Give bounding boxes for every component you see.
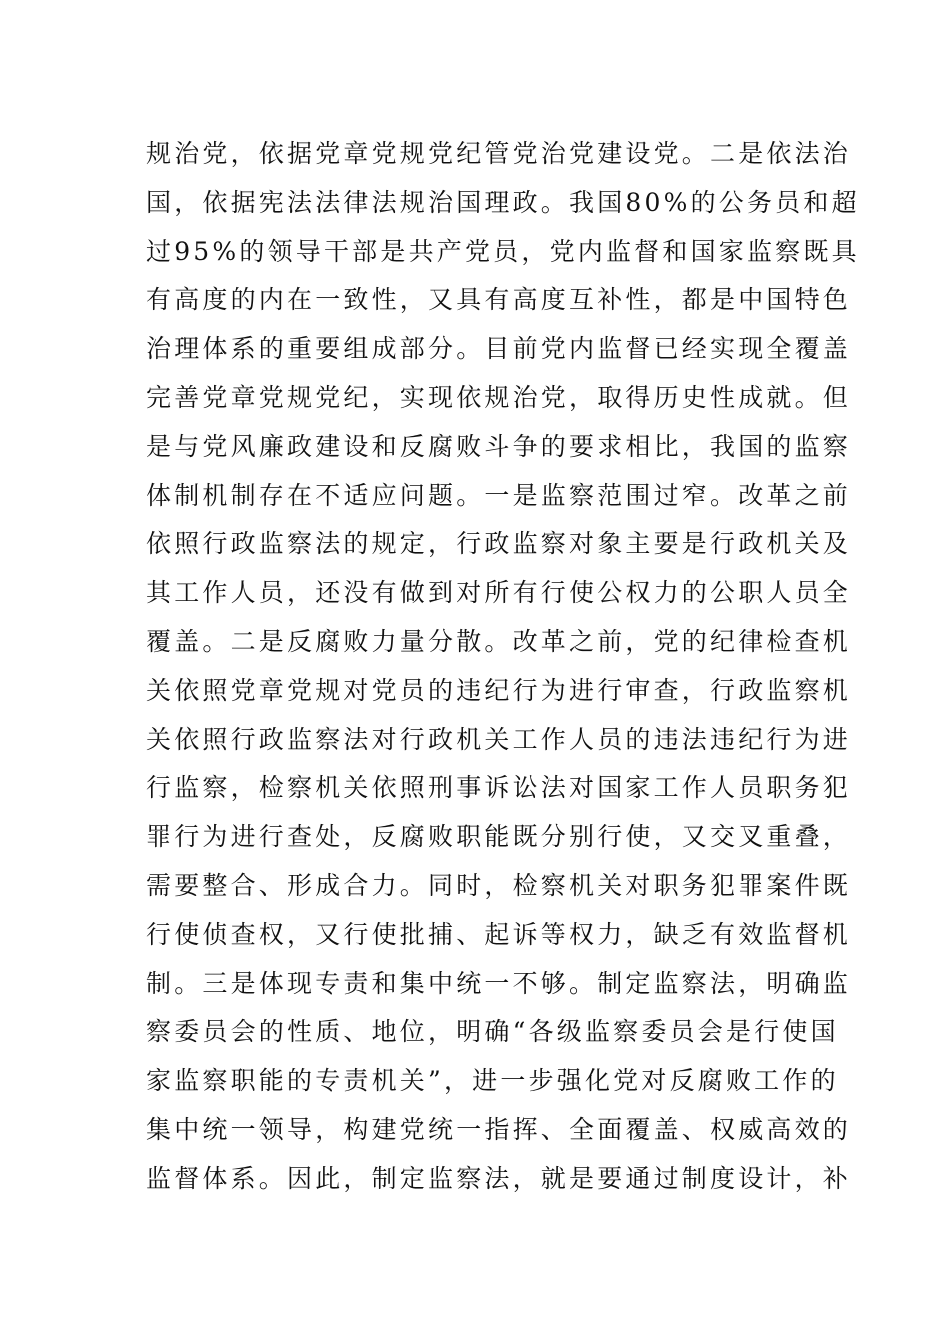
text-line: 监督体系。因此，制定监察法，就是要通过制度设计，补 [146,1163,852,1193]
text-line: 行监察，检察机关依照刑事诉讼法对国家工作人员职务犯 [146,773,852,803]
body-text [146,130,860,1204]
text-line: 家监察职能的专责机关”，进一步强化党对反腐败工作的 [146,1066,839,1096]
text-line: 罪行为进行查处，反腐败职能既分别行使，又交叉重叠， [146,822,852,852]
text-line: 是与党风廉政建设和反腐败斗争的要求相比，我国的监察 [146,431,852,461]
text-line: 制。三是体现专责和集中统一不够。制定监察法，明确监 [146,968,852,998]
text-line: 关依照党章党规对党员的违纪行为进行审查，行政监察机 [146,675,852,705]
text-line: 行使侦查权，又行使批捕、起诉等权力，缺乏有效监督机 [146,919,852,949]
text-line: 国，依据宪法法律法规治国理政。我国80%的公务员和超 [146,187,860,217]
text-line: 规治党，依据党章党规党纪管党治党建设党。二是依法治 [146,139,852,168]
text-line: 其工作人员，还没有做到对所有行使公权力的公职人员全 [146,578,852,608]
text-line: 需要整合、形成合力。同时，检察机关对职务犯罪案件既 [146,870,852,900]
text-line: 体制机制存在不适应问题。一是监察范围过窄。改革之前 [146,480,852,510]
text-line: 治理体系的重要组成部分。目前党内监督已经实现全覆盖 [146,334,852,364]
text-line: 覆盖。二是反腐败力量分散。改革之前，党的纪律检查机 [146,626,852,656]
text-line: 有高度的内在一致性，又具有高度互补性，都是中国特色 [146,285,852,315]
text-line: 集中统一领导，构建党统一指挥、全面覆盖、权威高效的 [146,1114,852,1144]
text-line: 依照行政监察法的规定，行政监察对象主要是行政机关及 [146,529,852,559]
text-line: 察委员会的性质、地位，明确“各级监察委员会是行使国 [146,1017,839,1047]
text-line: 完善党章党规党纪，实现依规治党，取得历史性成就。但 [146,382,852,412]
text-line: 关依照行政监察法对行政机关工作人员的违法违纪行为进 [146,724,852,754]
text-line: 过95%的领导干部是共产党员，党内监督和国家监察既具 [146,236,860,266]
